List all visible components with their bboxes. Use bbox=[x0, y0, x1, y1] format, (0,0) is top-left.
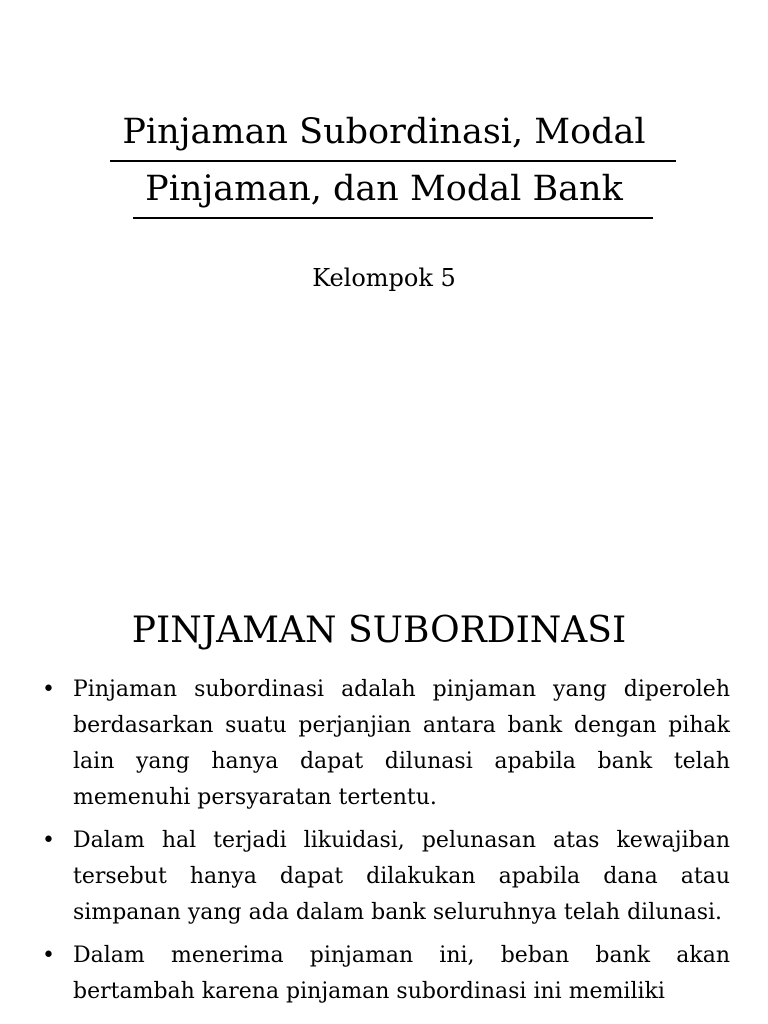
title-underline-2 bbox=[133, 217, 653, 219]
bullet-item bbox=[38, 672, 730, 816]
bullet-item bbox=[38, 938, 730, 1010]
bullet-dot-icon: • bbox=[42, 677, 55, 702]
bullet-text: Dalam hal terjadi likuidasi, pelunasan atas kewajiban tersebut hanya dapat dilakukan apabila dana atau simpanan yang ada dalam bank seluruhnya telah dilunasi. bbox=[73, 828, 730, 925]
title-underline-1 bbox=[110, 160, 676, 162]
bullet-item bbox=[38, 823, 730, 931]
bullet-dot-icon: • bbox=[42, 943, 55, 968]
bullet-text: Dalam menerima pinjaman ini, beban bank akan bertambah karena pinjaman subordinasi ini memiliki bbox=[73, 943, 730, 1004]
bullet-list bbox=[38, 672, 730, 1017]
slide-subtitle: Kelompok 5 bbox=[312, 264, 456, 292]
content-slide bbox=[0, 560, 768, 1024]
slide-title-line-2: Pinjaman, dan Modal Bank bbox=[145, 169, 623, 209]
bullet-text: Pinjaman subordinasi adalah pinjaman yang diperoleh berdasarkan suatu perjanjian antara bank dengan pihak lain yang hanya dapat dilunasi apabila bank telah memenuhi persyaratan tertentu. bbox=[73, 677, 730, 810]
bullet-dot-icon: • bbox=[42, 828, 55, 853]
slide-heading: PINJAMAN SUBORDINASI bbox=[131, 610, 627, 651]
slide-title-line-1: Pinjaman Subordinasi, Modal bbox=[122, 112, 646, 152]
